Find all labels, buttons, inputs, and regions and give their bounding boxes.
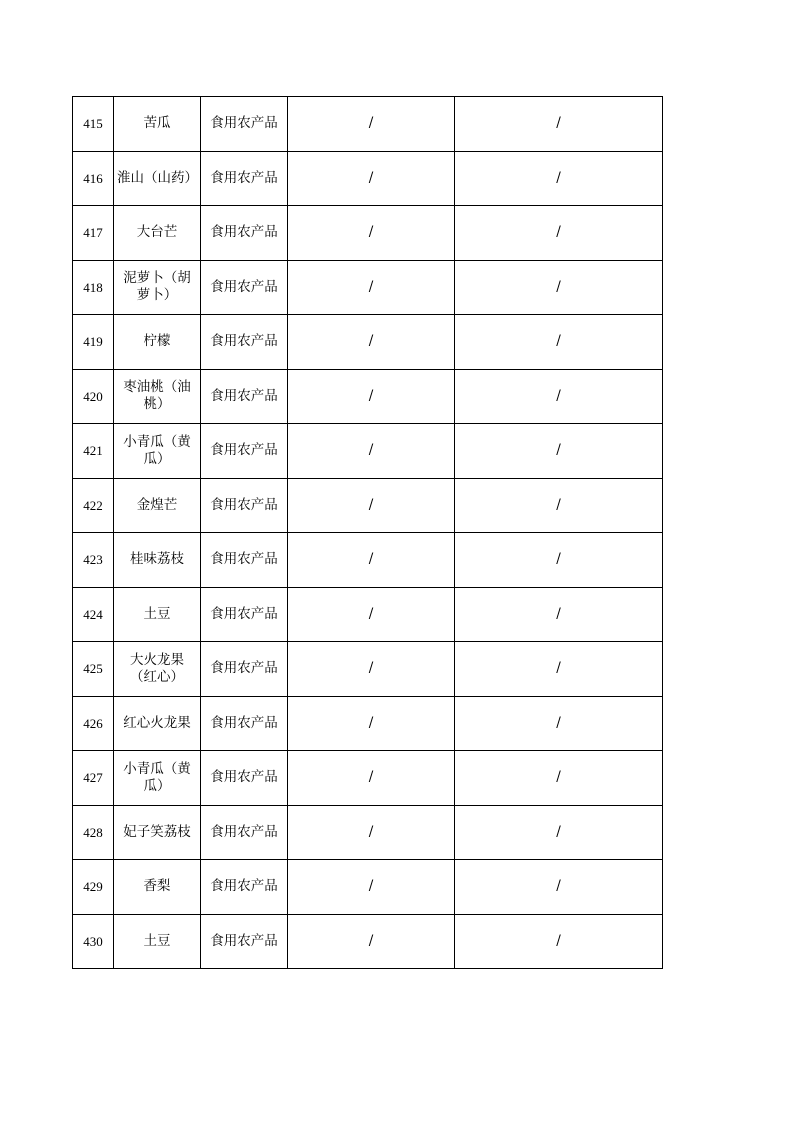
column-4-value: / (288, 696, 455, 751)
product-category: 食用农产品 (201, 914, 288, 969)
row-number: 420 (73, 369, 114, 424)
table-row (73, 151, 663, 206)
product-name: 香梨 (114, 860, 201, 915)
table-row (73, 424, 663, 479)
column-4-value: / (288, 478, 455, 533)
column-5-value: / (455, 260, 663, 315)
product-category: 食用农产品 (201, 642, 288, 697)
column-4-value: / (288, 914, 455, 969)
row-number: 418 (73, 260, 114, 315)
product-name: 大台芒 (114, 206, 201, 261)
column-4-value: / (288, 315, 455, 370)
column-5-value: / (455, 860, 663, 915)
row-number: 424 (73, 587, 114, 642)
column-4-value: / (288, 805, 455, 860)
product-category: 食用农产品 (201, 315, 288, 370)
product-name: 淮山（山药） (114, 151, 201, 206)
row-number: 422 (73, 478, 114, 533)
product-name: 泥萝卜（胡萝卜） (114, 260, 201, 315)
product-category: 食用农产品 (201, 206, 288, 261)
product-category: 食用农产品 (201, 533, 288, 588)
table-row (73, 642, 663, 697)
column-4-value: / (288, 587, 455, 642)
column-4-value: / (288, 260, 455, 315)
product-category: 食用农产品 (201, 860, 288, 915)
product-category: 食用农产品 (201, 424, 288, 479)
product-category: 食用农产品 (201, 478, 288, 533)
row-number: 423 (73, 533, 114, 588)
product-category: 食用农产品 (201, 696, 288, 751)
table-row (73, 315, 663, 370)
table-row (73, 805, 663, 860)
column-4-value: / (288, 97, 455, 152)
row-number: 429 (73, 860, 114, 915)
row-number: 430 (73, 914, 114, 969)
product-name: 小青瓜（黄瓜） (114, 751, 201, 806)
column-4-value: / (288, 424, 455, 479)
product-category: 食用农产品 (201, 587, 288, 642)
product-category: 食用农产品 (201, 260, 288, 315)
table-row (73, 533, 663, 588)
column-4-value: / (288, 751, 455, 806)
table-row (73, 860, 663, 915)
product-name: 土豆 (114, 587, 201, 642)
product-name: 苦瓜 (114, 97, 201, 152)
product-name: 小青瓜（黄瓜） (114, 424, 201, 479)
column-5-value: / (455, 97, 663, 152)
row-number: 427 (73, 751, 114, 806)
product-name: 柠檬 (114, 315, 201, 370)
column-5-value: / (455, 369, 663, 424)
row-number: 416 (73, 151, 114, 206)
table-row (73, 206, 663, 261)
column-5-value: / (455, 751, 663, 806)
column-5-value: / (455, 587, 663, 642)
row-number: 417 (73, 206, 114, 261)
product-category: 食用农产品 (201, 751, 288, 806)
product-category: 食用农产品 (201, 369, 288, 424)
product-name: 金煌芒 (114, 478, 201, 533)
column-4-value: / (288, 642, 455, 697)
row-number: 426 (73, 696, 114, 751)
column-4-value: / (288, 860, 455, 915)
column-5-value: / (455, 206, 663, 261)
column-5-value: / (455, 533, 663, 588)
column-5-value: / (455, 696, 663, 751)
table-row (73, 914, 663, 969)
table-row (73, 587, 663, 642)
table-row (73, 97, 663, 152)
column-5-value: / (455, 805, 663, 860)
product-category: 食用农产品 (201, 805, 288, 860)
row-number: 419 (73, 315, 114, 370)
product-table (72, 96, 663, 969)
column-5-value: / (455, 478, 663, 533)
column-5-value: / (455, 151, 663, 206)
product-category: 食用农产品 (201, 151, 288, 206)
product-name: 土豆 (114, 914, 201, 969)
product-name: 妃子笑荔枝 (114, 805, 201, 860)
table-row (73, 369, 663, 424)
column-4-value: / (288, 533, 455, 588)
product-name: 枣油桃（油桃） (114, 369, 201, 424)
column-5-value: / (455, 315, 663, 370)
column-5-value: / (455, 642, 663, 697)
row-number: 415 (73, 97, 114, 152)
product-name: 大火龙果（红心） (114, 642, 201, 697)
row-number: 421 (73, 424, 114, 479)
product-category: 食用农产品 (201, 97, 288, 152)
row-number: 425 (73, 642, 114, 697)
table-row (73, 696, 663, 751)
table-row (73, 478, 663, 533)
row-number: 428 (73, 805, 114, 860)
table-row (73, 260, 663, 315)
product-table-body (73, 97, 663, 969)
column-4-value: / (288, 206, 455, 261)
column-5-value: / (455, 914, 663, 969)
column-4-value: / (288, 151, 455, 206)
column-4-value: / (288, 369, 455, 424)
table-row (73, 751, 663, 806)
column-5-value: / (455, 424, 663, 479)
product-name: 红心火龙果 (114, 696, 201, 751)
product-name: 桂味荔枝 (114, 533, 201, 588)
